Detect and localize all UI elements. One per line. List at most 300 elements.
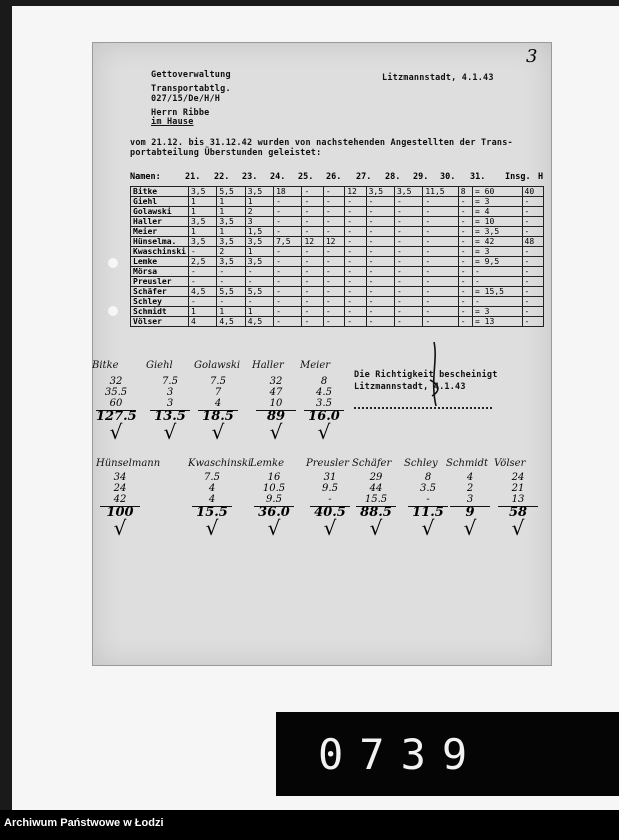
employee-name: Bitke bbox=[131, 187, 189, 197]
hand-sum-line: 10.5 bbox=[262, 483, 286, 494]
employee-name: Schley bbox=[131, 297, 189, 307]
table-cell: - bbox=[245, 277, 273, 287]
hand-sum-line: 4 bbox=[208, 494, 216, 505]
employee-name: Haller bbox=[131, 217, 189, 227]
hand-sum-block bbox=[100, 472, 140, 538]
hand-sum-total: 13.5 bbox=[150, 410, 190, 422]
check-mark-icon: √ bbox=[421, 516, 435, 540]
table-cell: 4 bbox=[188, 317, 216, 327]
hand-sum-line: 4 bbox=[466, 472, 474, 483]
table-cell: - bbox=[274, 287, 302, 297]
recipient-line: im Hause bbox=[151, 117, 194, 127]
letterhead-line: Gettoverwaltung bbox=[151, 70, 231, 80]
table-cell: - bbox=[274, 277, 302, 287]
table-cell: - bbox=[473, 267, 522, 277]
intro-text-line: portabteilung Überstunden geleistet: bbox=[130, 148, 322, 158]
table-header-cell: 27. bbox=[356, 172, 372, 182]
table-cell: = 9,5 bbox=[473, 257, 522, 267]
hand-sum-total: 40.5 bbox=[310, 506, 350, 518]
table-cell: - bbox=[423, 287, 458, 297]
table-cell: - bbox=[323, 197, 344, 207]
hand-sum-block bbox=[356, 472, 396, 538]
table-cell: - bbox=[394, 247, 422, 257]
table-row bbox=[131, 277, 544, 287]
table-cell: - bbox=[394, 257, 422, 267]
table-header-cell: 21. bbox=[185, 172, 201, 182]
table-cell: - bbox=[458, 267, 472, 277]
table-cell: - bbox=[366, 257, 394, 267]
table-cell: 1 bbox=[245, 247, 273, 257]
table-cell: - bbox=[366, 197, 394, 207]
table-cell: = 3 bbox=[473, 247, 522, 257]
table-cell: - bbox=[345, 287, 366, 297]
table-cell: 1 bbox=[217, 207, 245, 217]
table-cell: - bbox=[188, 247, 216, 257]
hand-sum-block bbox=[498, 472, 538, 538]
table-cell: 2 bbox=[217, 247, 245, 257]
table-cell: - bbox=[217, 297, 245, 307]
check-mark-icon: √ bbox=[211, 420, 225, 444]
table-cell: - bbox=[345, 297, 366, 307]
table-cell: = 3,5 bbox=[473, 227, 522, 237]
hand-sum-line: 4 bbox=[208, 483, 216, 494]
table-cell: - bbox=[394, 197, 422, 207]
table-cell: - bbox=[274, 317, 302, 327]
table-cell: - bbox=[323, 317, 344, 327]
hand-sum-name: Hünselmann bbox=[96, 458, 161, 469]
hand-sum-line: 4 bbox=[214, 398, 222, 409]
table-cell: - bbox=[302, 267, 323, 277]
hand-sum-line: 2 bbox=[466, 483, 474, 494]
table-cell: - bbox=[366, 247, 394, 257]
table-cell: - bbox=[522, 317, 543, 327]
table-cell: - bbox=[323, 257, 344, 267]
hand-sum-block bbox=[304, 376, 344, 442]
check-mark-icon: √ bbox=[113, 516, 127, 540]
table-row bbox=[131, 307, 544, 317]
table-cell: - bbox=[345, 217, 366, 227]
table-row bbox=[131, 227, 544, 237]
hand-sum-block bbox=[150, 376, 190, 442]
table-cell: 5,5 bbox=[217, 187, 245, 197]
table-cell: 12 bbox=[302, 237, 323, 247]
hand-sum-line: 44 bbox=[369, 483, 383, 494]
table-cell: - bbox=[345, 307, 366, 317]
table-cell: = 4 bbox=[473, 207, 522, 217]
hand-sum-line: 4.5 bbox=[316, 387, 332, 398]
table-cell: - bbox=[394, 297, 422, 307]
table-cell: - bbox=[274, 257, 302, 267]
hand-sum-total: 100 bbox=[100, 506, 140, 518]
overtime-table bbox=[130, 186, 544, 327]
employee-name: Völser bbox=[131, 317, 189, 327]
table-cell: - bbox=[345, 237, 366, 247]
table-cell: - bbox=[345, 317, 366, 327]
hand-sum-total: 15.5 bbox=[192, 506, 232, 518]
table-cell: - bbox=[274, 217, 302, 227]
hand-sum-name: Meier bbox=[300, 360, 331, 371]
table-cell: 4,5 bbox=[217, 317, 245, 327]
hand-sum-line: 47 bbox=[269, 387, 283, 398]
table-cell: - bbox=[522, 287, 543, 297]
table-cell: = 15,5 bbox=[473, 287, 522, 297]
table-cell: 3 bbox=[245, 217, 273, 227]
table-cell: - bbox=[423, 217, 458, 227]
table-cell: 12 bbox=[345, 187, 366, 197]
hand-sum-line: 16 bbox=[267, 472, 281, 483]
table-cell: - bbox=[394, 317, 422, 327]
table-cell: - bbox=[345, 257, 366, 267]
table-cell: - bbox=[274, 267, 302, 277]
table-cell: - bbox=[458, 237, 472, 247]
table-cell: - bbox=[458, 247, 472, 257]
hand-sum-line: 32 bbox=[269, 376, 283, 387]
table-cell: 5,5 bbox=[245, 287, 273, 297]
table-cell: - bbox=[423, 197, 458, 207]
employee-name: Schäfer bbox=[131, 287, 189, 297]
table-header-cell: 22. bbox=[214, 172, 230, 182]
table-cell: 3,5 bbox=[394, 187, 422, 197]
table-cell: - bbox=[302, 247, 323, 257]
hand-sum-line: 24 bbox=[113, 483, 127, 494]
table-cell: - bbox=[274, 197, 302, 207]
hand-sum-line: 32 bbox=[109, 376, 123, 387]
hand-sum-total: 88.5 bbox=[356, 506, 396, 518]
table-row bbox=[131, 287, 544, 297]
employee-name: Meier bbox=[131, 227, 189, 237]
table-cell: - bbox=[423, 247, 458, 257]
hand-sum-line: 13 bbox=[511, 494, 525, 505]
hand-sum-line: 21 bbox=[511, 483, 525, 494]
table-cell: - bbox=[473, 277, 522, 287]
table-cell: - bbox=[245, 297, 273, 307]
table-cell: 18 bbox=[274, 187, 302, 197]
table-header-cell: Namen: bbox=[130, 172, 161, 182]
table-cell: 3,5 bbox=[245, 187, 273, 197]
employee-name: Preusler bbox=[131, 277, 189, 287]
table-cell: 1 bbox=[217, 197, 245, 207]
check-mark-icon: √ bbox=[511, 516, 525, 540]
table-row bbox=[131, 197, 544, 207]
hand-sum-block bbox=[256, 376, 296, 442]
table-cell: - bbox=[323, 187, 344, 197]
table-cell: - bbox=[522, 247, 543, 257]
table-cell: - bbox=[302, 197, 323, 207]
employee-name: Golawski bbox=[131, 207, 189, 217]
hand-sum-name: Kwaschinski bbox=[188, 458, 252, 469]
punch-hole bbox=[108, 258, 118, 268]
hand-sum-name: Haller bbox=[252, 360, 284, 371]
archive-name: Archiwum Państwowe w Łodzi bbox=[4, 817, 164, 829]
hand-sum-total: 9 bbox=[450, 506, 490, 518]
hand-sum-total: 16.0 bbox=[304, 410, 344, 422]
certification-line: Die Richtigkeit bescheinigt bbox=[354, 370, 498, 380]
table-cell: - bbox=[394, 227, 422, 237]
table-header-cell: Insg. bbox=[505, 172, 531, 182]
table-cell: - bbox=[366, 297, 394, 307]
table-cell: = 13 bbox=[473, 317, 522, 327]
table-cell: = 10 bbox=[473, 217, 522, 227]
table-header-cell: 26. bbox=[326, 172, 342, 182]
table-row bbox=[131, 297, 544, 307]
table-cell: - bbox=[302, 307, 323, 317]
hand-sum-total: 127.5 bbox=[96, 409, 137, 424]
table-cell: 1,5 bbox=[245, 227, 273, 237]
letterhead-line: Transportabtlg. bbox=[151, 84, 231, 94]
hand-sum-name: Golawski bbox=[194, 360, 241, 371]
table-cell: = 3 bbox=[473, 307, 522, 317]
hand-sum-block bbox=[450, 472, 490, 538]
hand-sum-line: 3.5 bbox=[420, 483, 436, 494]
table-cell: 1 bbox=[245, 307, 273, 317]
table-cell: - bbox=[217, 277, 245, 287]
table-cell: 1 bbox=[217, 307, 245, 317]
check-mark-icon: √ bbox=[109, 420, 123, 444]
hand-sum-name: Bitke bbox=[92, 360, 119, 371]
table-cell: - bbox=[423, 257, 458, 267]
table-header-cell: 23. bbox=[242, 172, 258, 182]
table-header-cell: 31. bbox=[470, 172, 486, 182]
check-mark-icon: √ bbox=[463, 516, 477, 540]
table-cell: - bbox=[394, 277, 422, 287]
table-cell: - bbox=[302, 227, 323, 237]
hand-sum-line: 7.5 bbox=[210, 376, 226, 387]
table-cell: 3,5 bbox=[217, 257, 245, 267]
table-cell: 1 bbox=[245, 197, 273, 207]
hand-sum-line: 10 bbox=[269, 398, 283, 409]
table-cell: - bbox=[217, 267, 245, 277]
table-cell: 7,5 bbox=[274, 237, 302, 247]
table-row bbox=[131, 187, 544, 197]
hand-sum-line: 60 bbox=[109, 398, 123, 409]
table-cell: 3,5 bbox=[366, 187, 394, 197]
table-row bbox=[131, 257, 544, 267]
table-cell: 2 bbox=[245, 207, 273, 217]
hand-sum-name: Giehl bbox=[146, 360, 173, 371]
hand-sum-line: 35.5 bbox=[104, 387, 128, 398]
table-cell: - bbox=[188, 297, 216, 307]
table-cell: - bbox=[473, 297, 522, 307]
hand-sum-name: Preusler bbox=[306, 458, 349, 469]
hand-sum-line: 7 bbox=[214, 387, 222, 398]
table-cell: - bbox=[522, 307, 543, 317]
table-cell: 40 bbox=[522, 187, 543, 197]
table-cell: - bbox=[458, 287, 472, 297]
hand-sum-block bbox=[310, 472, 350, 538]
check-mark-icon: √ bbox=[317, 420, 331, 444]
table-cell: - bbox=[458, 207, 472, 217]
employee-name: Giehl bbox=[131, 197, 189, 207]
hand-sum-total: 11.5 bbox=[408, 506, 448, 518]
table-cell: 3,5 bbox=[245, 257, 273, 267]
hand-sum-line: 7.5 bbox=[204, 472, 220, 483]
hand-sum-line: 9.5 bbox=[322, 483, 338, 494]
hand-sum-line: 7.5 bbox=[162, 376, 178, 387]
table-cell: - bbox=[302, 277, 323, 287]
punch-hole bbox=[108, 306, 118, 316]
table-cell: - bbox=[423, 307, 458, 317]
hand-sum-line: 3 bbox=[466, 494, 474, 505]
table-cell: - bbox=[394, 207, 422, 217]
table-cell: 1 bbox=[217, 227, 245, 237]
table-cell: 4,5 bbox=[245, 317, 273, 327]
employee-name: Hünselma. bbox=[131, 237, 189, 247]
table-cell: 11,5 bbox=[423, 187, 458, 197]
hand-sum-name: Schmidt bbox=[446, 458, 488, 469]
signature-mark bbox=[420, 340, 450, 410]
table-cell: - bbox=[423, 227, 458, 237]
table-cell: - bbox=[394, 267, 422, 277]
hand-sum-name: Schäfer bbox=[352, 458, 392, 469]
employee-name: Lemke bbox=[131, 257, 189, 267]
table-row bbox=[131, 267, 544, 277]
check-mark-icon: √ bbox=[269, 420, 283, 444]
table-cell: 1 bbox=[188, 307, 216, 317]
table-cell: - bbox=[366, 277, 394, 287]
table-row bbox=[131, 237, 544, 247]
table-cell: - bbox=[323, 267, 344, 277]
table-cell: - bbox=[423, 267, 458, 277]
table-cell: - bbox=[423, 297, 458, 307]
table-cell: - bbox=[458, 197, 472, 207]
hand-sum-total: 18.5 bbox=[198, 410, 238, 422]
table-cell: - bbox=[366, 237, 394, 247]
hand-sum-line: - bbox=[328, 494, 332, 505]
table-cell: - bbox=[302, 287, 323, 297]
table-cell: 48 bbox=[522, 237, 543, 247]
table-header-cell: 30. bbox=[440, 172, 456, 182]
employee-name: Schmidt bbox=[131, 307, 189, 317]
hand-sum-block bbox=[198, 376, 238, 442]
table-cell: - bbox=[458, 227, 472, 237]
hand-sum-block bbox=[254, 472, 294, 538]
hand-sum-line: 24 bbox=[511, 472, 525, 483]
table-cell: 3,5 bbox=[188, 187, 216, 197]
table-cell: - bbox=[423, 207, 458, 217]
table-cell: - bbox=[366, 287, 394, 297]
table-row bbox=[131, 317, 544, 327]
table-cell: - bbox=[366, 207, 394, 217]
table-cell: - bbox=[458, 277, 472, 287]
hand-sum-line: 31 bbox=[323, 472, 337, 483]
table-cell: - bbox=[522, 217, 543, 227]
table-cell: - bbox=[345, 197, 366, 207]
table-cell: - bbox=[458, 217, 472, 227]
table-cell: - bbox=[345, 207, 366, 217]
table-cell: - bbox=[522, 257, 543, 267]
table-cell: - bbox=[302, 217, 323, 227]
check-mark-icon: √ bbox=[323, 516, 337, 540]
intro-text-line: vom 21.12. bis 31.12.42 wurden von nachstehenden Angestellten der Trans- bbox=[130, 138, 513, 148]
hand-sum-name: Schley bbox=[404, 458, 438, 469]
table-cell: 2,5 bbox=[188, 257, 216, 267]
table-cell: - bbox=[458, 297, 472, 307]
recipient-line: Herrn Ribbe bbox=[151, 108, 210, 118]
table-row bbox=[131, 247, 544, 257]
document-paper bbox=[92, 42, 552, 666]
hand-sum-block bbox=[192, 472, 232, 538]
table-header-cell: H bbox=[538, 172, 544, 182]
table-cell: - bbox=[394, 237, 422, 247]
table-cell: - bbox=[323, 207, 344, 217]
table-cell: - bbox=[458, 307, 472, 317]
scan-border-left bbox=[0, 0, 12, 810]
table-cell: - bbox=[522, 197, 543, 207]
table-cell: 3,5 bbox=[245, 237, 273, 247]
hand-sum-name: Völser bbox=[494, 458, 526, 469]
hand-sum-line: 8 bbox=[424, 472, 432, 483]
table-cell: - bbox=[458, 317, 472, 327]
table-cell: - bbox=[302, 257, 323, 267]
table-cell: - bbox=[522, 267, 543, 277]
table-cell: - bbox=[345, 247, 366, 257]
hand-sum-line: 29 bbox=[369, 472, 383, 483]
hand-sum-total: 36.0 bbox=[254, 506, 294, 518]
table-cell: - bbox=[302, 297, 323, 307]
table-cell: 4,5 bbox=[188, 287, 216, 297]
table-cell: - bbox=[522, 297, 543, 307]
table-cell: - bbox=[522, 277, 543, 287]
table-cell: 3,5 bbox=[188, 237, 216, 247]
hand-sum-line: - bbox=[426, 494, 430, 505]
hand-sum-name: Lemke bbox=[250, 458, 285, 469]
table-cell: - bbox=[345, 267, 366, 277]
table-cell: 1 bbox=[188, 227, 216, 237]
table-cell: 1 bbox=[188, 207, 216, 217]
hand-sum-line: 15.5 bbox=[364, 494, 388, 505]
table-cell: - bbox=[394, 307, 422, 317]
table-cell: - bbox=[323, 277, 344, 287]
check-mark-icon: √ bbox=[205, 516, 219, 540]
hand-sum-line: 3 bbox=[166, 398, 174, 409]
table-header-cell: 28. bbox=[385, 172, 401, 182]
hand-sum-block bbox=[408, 472, 448, 538]
table-cell: - bbox=[423, 237, 458, 247]
table-cell: = 60 bbox=[473, 187, 522, 197]
table-header-cell: 29. bbox=[413, 172, 429, 182]
table-cell: - bbox=[366, 217, 394, 227]
table-cell: - bbox=[302, 207, 323, 217]
table-cell: - bbox=[458, 257, 472, 267]
table-cell: - bbox=[345, 277, 366, 287]
table-cell: - bbox=[323, 297, 344, 307]
page-number: 3 bbox=[526, 46, 538, 67]
frame-counter: 0739 bbox=[318, 730, 484, 779]
table-cell: 3,5 bbox=[217, 237, 245, 247]
table-cell: - bbox=[323, 217, 344, 227]
table-row bbox=[131, 207, 544, 217]
hand-sum-line: 42 bbox=[113, 494, 127, 505]
table-cell: = 3 bbox=[473, 197, 522, 207]
table-cell: - bbox=[188, 277, 216, 287]
hand-sum-line: 3 bbox=[166, 387, 174, 398]
table-cell: - bbox=[188, 267, 216, 277]
employee-name: Mörsa bbox=[131, 267, 189, 277]
table-cell: - bbox=[274, 247, 302, 257]
table-cell: - bbox=[245, 267, 273, 277]
check-mark-icon: √ bbox=[369, 516, 383, 540]
table-row bbox=[131, 217, 544, 227]
place-date: Litzmannstadt, 4.1.43 bbox=[382, 73, 494, 83]
table-cell: - bbox=[522, 207, 543, 217]
table-cell: - bbox=[423, 317, 458, 327]
hand-sum-block bbox=[96, 376, 136, 442]
table-cell: = 42 bbox=[473, 237, 522, 247]
table-cell: - bbox=[323, 227, 344, 237]
table-cell: - bbox=[366, 227, 394, 237]
table-cell: - bbox=[274, 207, 302, 217]
table-cell: - bbox=[366, 317, 394, 327]
